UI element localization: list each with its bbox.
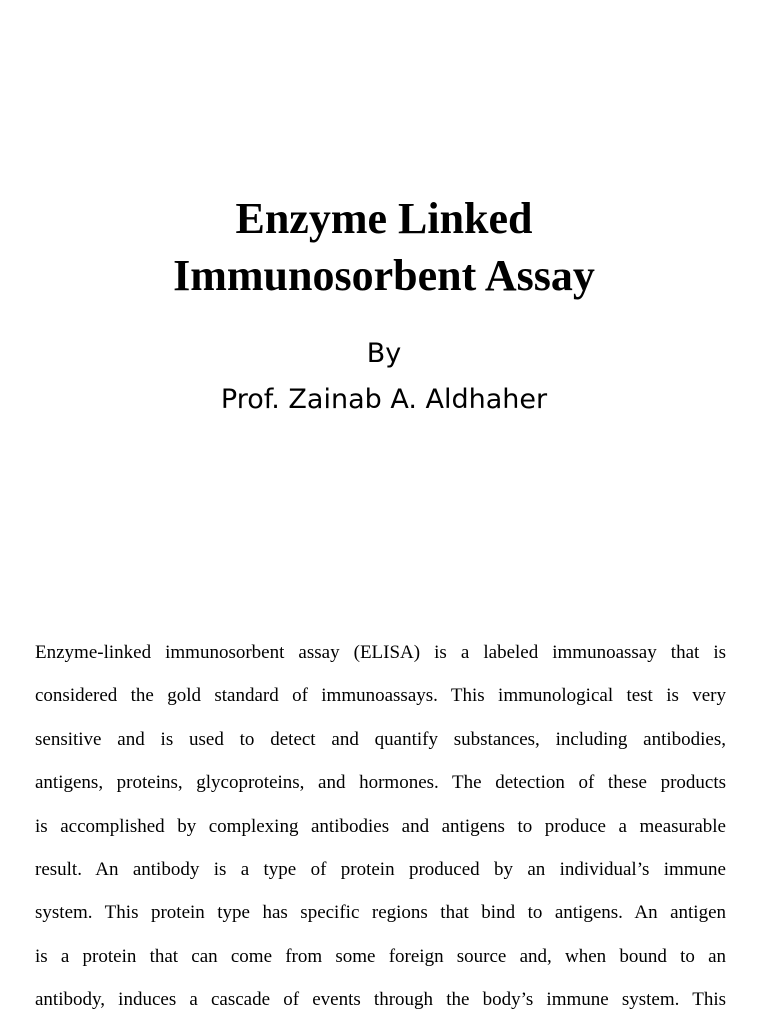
by-label: By: [366, 338, 402, 369]
paragraph-line: antibody, induces a cascade of events through the body’s immune system. This: [35, 989, 726, 1011]
paragraph-line: antigens, proteins, glycoproteins, and hormones. The detection of these products: [35, 772, 726, 794]
title-line: Enzyme Linked: [235, 194, 533, 243]
paragraph-line: sensitive and is used to detect and quantify substances, including antibodies,: [35, 728, 726, 750]
paragraph-line: is accomplished by complexing antibodies and antigens to produce a measurable: [35, 815, 726, 837]
paragraph-line: Enzyme-linked immunosorbent assay (ELISA) is a labeled immunoassay that is: [35, 642, 726, 663]
paragraph-line: system. This protein type has specific regions that bind to antigens. An antigen: [35, 902, 726, 924]
paragraph-line: considered the gold standard of immunoassays. This immunological test is very: [35, 685, 726, 707]
document-title: [0, 190, 768, 304]
title-line: Immunosorbent Assay: [173, 251, 595, 300]
author-name: Prof. Zainab A. Aldhaher: [220, 384, 548, 415]
paragraph-line: result. An antibody is a type of protein produced by an individual’s immune: [35, 858, 726, 880]
body-paragraph: [35, 631, 726, 1022]
paragraph-line: is a protein that can come from some foreign source and, when bound to an: [35, 945, 726, 967]
